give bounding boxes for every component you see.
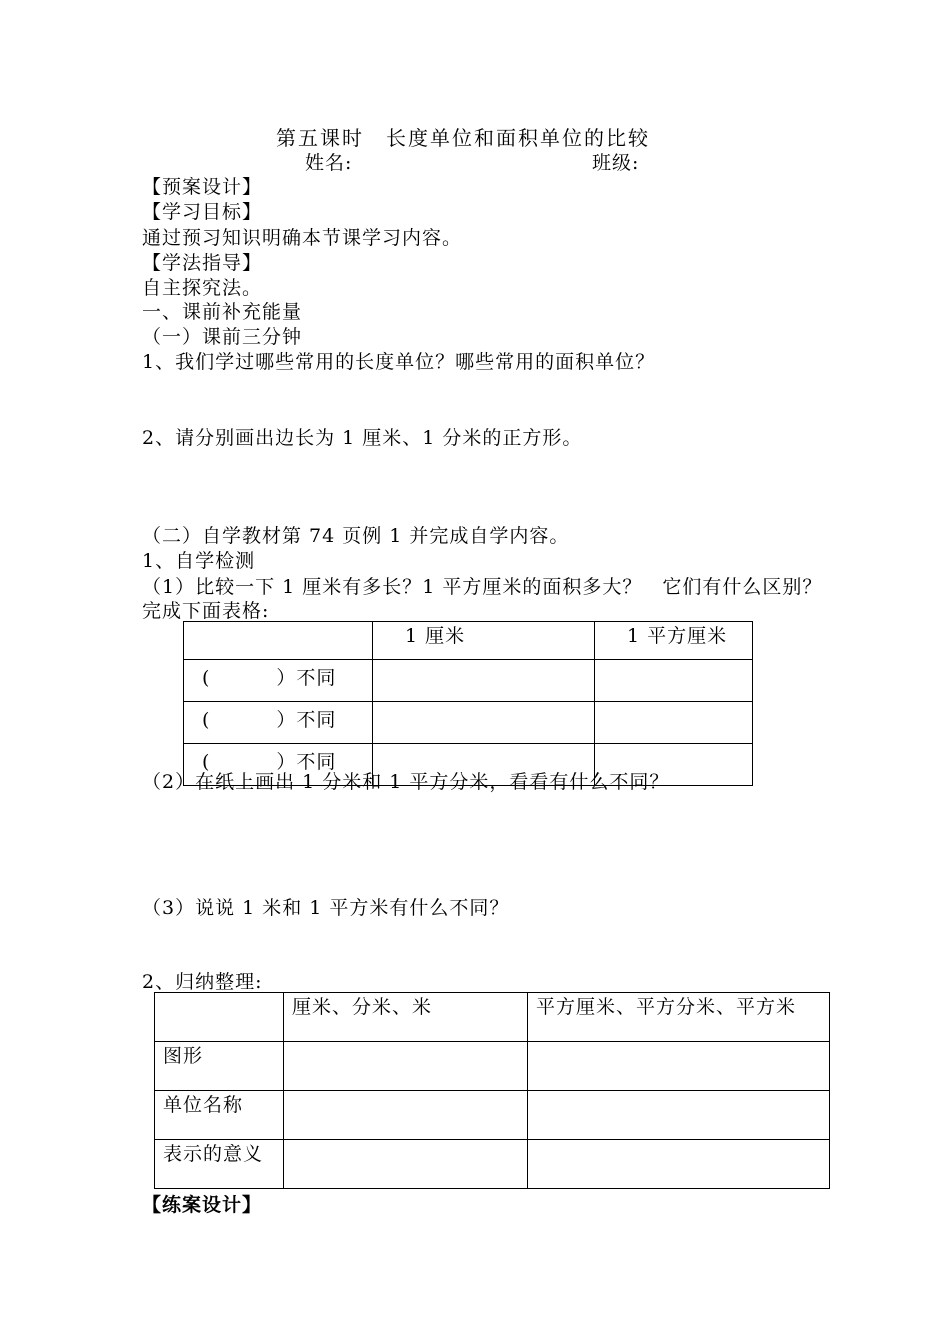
table-row xyxy=(155,1140,830,1189)
goal-heading: 【学习目标】 xyxy=(142,201,263,223)
section-sub1: （一）课前三分钟 xyxy=(142,326,303,348)
section-sub2: （二）自学教材第 74 页例 1 并完成自学内容。 xyxy=(142,525,570,547)
question-2: 2、请分别画出边长为 1 厘米、1 分米的正方形。 xyxy=(142,427,583,449)
table-header-cell: 厘米、分米、米 xyxy=(284,993,528,1042)
check-question-1: （1）比较一下 1 厘米有多长？1 平方厘米的面积多大？ 它们有什么区别？ xyxy=(142,576,823,598)
page-title: 第五课时 长度单位和面积单位的比较 xyxy=(276,126,650,150)
goal-text: 通过预习知识明确本节课学习内容。 xyxy=(142,227,463,249)
practice-heading: 【练案设计】 xyxy=(142,1194,263,1216)
answer-cell[interactable] xyxy=(373,660,595,702)
answer-cell[interactable] xyxy=(284,1091,528,1140)
answer-cell[interactable] xyxy=(284,1140,528,1189)
answer-cell[interactable] xyxy=(373,702,595,744)
row-prefix: ( xyxy=(202,751,211,773)
part1-heading: 一、课前补充能量 xyxy=(142,301,303,323)
table-row xyxy=(184,660,753,702)
question-1: 1、我们学过哪些常用的长度单位？哪些常用的面积单位？ xyxy=(142,351,656,373)
table-row-label xyxy=(184,702,373,744)
row-prefix: ( xyxy=(202,667,211,689)
summary-heading: 2、归纳整理: xyxy=(142,971,263,993)
table-header-cell xyxy=(184,622,373,660)
table-row-label: 单位名称 xyxy=(155,1091,284,1140)
summary-table xyxy=(154,992,830,1189)
table-row-label: 表示的意义 xyxy=(155,1140,284,1189)
prep-heading: 【预案设计】 xyxy=(142,176,263,198)
table-row xyxy=(155,1091,830,1140)
row-suffix: ）不同 xyxy=(276,667,337,689)
check-heading: 1、自学检测 xyxy=(142,550,256,572)
check-question-1b: 完成下面表格: xyxy=(142,600,270,622)
table-header-row xyxy=(184,622,753,660)
answer-cell[interactable] xyxy=(595,702,753,744)
method-text: 自主探究法。 xyxy=(142,277,263,299)
table-header-cell: 1 平方厘米 xyxy=(595,622,753,660)
comparison-table xyxy=(183,621,753,786)
table-header-cell: 1 厘米 xyxy=(373,622,595,660)
check-question-3: （3）说说 1 米和 1 平方米有什么不同？ xyxy=(142,897,510,919)
name-label: 姓名: xyxy=(305,152,353,174)
table-row-label: 图形 xyxy=(155,1042,284,1091)
row-suffix: ）不同 xyxy=(276,709,337,731)
row-prefix: ( xyxy=(202,709,211,731)
table-row-label xyxy=(184,660,373,702)
answer-cell[interactable] xyxy=(528,1091,830,1140)
table-header-cell: 平方厘米、平方分米、平方米 xyxy=(528,993,830,1042)
table-row xyxy=(155,1042,830,1091)
table-header-row xyxy=(155,993,830,1042)
row-suffix: ）不同 xyxy=(276,751,337,773)
method-heading: 【学法指导】 xyxy=(142,252,263,274)
answer-cell[interactable] xyxy=(528,1140,830,1189)
answer-cell[interactable] xyxy=(284,1042,528,1091)
answer-cell[interactable] xyxy=(528,1042,830,1091)
class-label: 班级: xyxy=(592,152,640,174)
check-question-2: （2）在纸上画出 1 分米和 1 平方分米，看看有什么不同？ xyxy=(142,771,670,793)
table-header-cell xyxy=(155,993,284,1042)
table-row xyxy=(184,702,753,744)
answer-cell[interactable] xyxy=(595,660,753,702)
